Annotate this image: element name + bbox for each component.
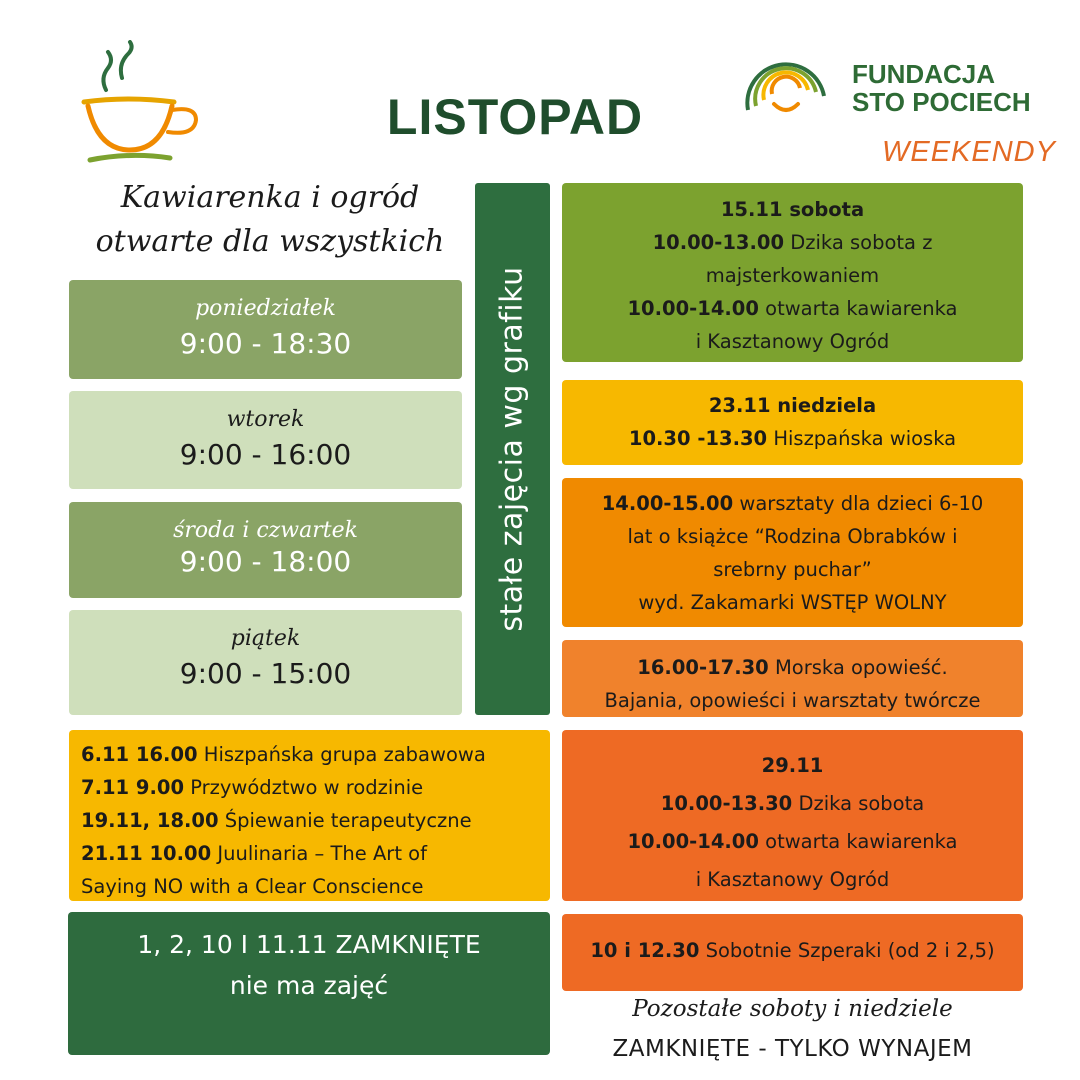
event-row: 6.11 16.00 Hiszpańska grupa zabawowa [81, 743, 486, 766]
remaining-weekends-note: Pozostałe soboty i niedziele [632, 996, 953, 1022]
closed-days-line1: 1, 2, 10 I 11.11 ZAMKNIĘTE [137, 930, 481, 959]
closed-days-line2: nie ma zajęć [229, 971, 389, 1000]
day-name: wtorek [226, 407, 305, 432]
day-name: piątek [230, 626, 301, 651]
organization-name-line1: FUNDACJA [852, 59, 995, 89]
cafe-subtitle-line2: otwarte dla wszystkich [95, 224, 445, 259]
event-sea-story: 16.00-17.30 Morska opowieść. Bajania, opowieści i warsztaty twórcze [562, 640, 1023, 717]
cafe-subtitle [60, 176, 480, 264]
day-hours: 9:00 - 18:30 [179, 327, 352, 360]
day-name: poniedziałek [195, 296, 336, 321]
event-workshop: 14.00-15.00 warsztaty dla dzieci 6-10 lat o książce “Rodzina Obrabków i srebrny puchar” wyd. Zakamarki WSTĘP WOLNY [562, 478, 1023, 627]
event-row: 7.11 9.00 Przywództwo w rodzinie [81, 776, 424, 799]
regular-activities-bar [475, 183, 550, 715]
day-friday [69, 610, 462, 715]
event-row: 21.11 10.00 Juulinaria – The Art of [81, 842, 427, 865]
coffee-cup-icon [78, 40, 208, 170]
closed-rental-note: ZAMKNIĘTE - TYLKO WYNAJEM [612, 1036, 973, 1062]
event-row: Saying NO with a Clear Conscience [81, 875, 424, 898]
cafe-subtitle-line1: Kawiarenka i ogród [120, 180, 420, 215]
fundacja-logo-icon [728, 40, 838, 140]
organization-name [852, 60, 1031, 116]
day-name: środa i czwartek [173, 518, 358, 543]
day-hours: 9:00 - 15:00 [179, 657, 352, 690]
event-29-11: 29.11 10.00-13.30 Dzika sobota 10.00-14.00 otwarta kawiarenka i Kasztanowy Ogród [562, 730, 1023, 901]
organization-name-line2: STO POCIECH [852, 87, 1031, 117]
event-row: 19.11, 18.00 Śpiewanie terapeutyczne [81, 809, 472, 832]
event-23-11: 23.11 niedziela 10.30 -13.30 Hiszpańska wioska [562, 380, 1023, 465]
closed-days-box [68, 912, 550, 1055]
day-tuesday [69, 391, 462, 489]
event-15-11: 15.11 sobota 10.00-13.00 Dzika sobota z majsterkowaniem 10.00-14.00 otwarta kawiarenka i Kasztanowy Ogród [562, 183, 1023, 362]
regular-activities-label: stałe zajęcia wg grafiku [494, 266, 530, 632]
weekendy-label: WEEKENDY [882, 136, 1056, 168]
day-wednesday-thursday [69, 502, 462, 598]
event-szperaki: 10 i 12.30 Sobotnie Szperaki (od 2 i 2,5) [562, 914, 1023, 991]
day-hours: 9:00 - 16:00 [179, 438, 352, 471]
weekday-events-box [69, 730, 550, 901]
day-monday [69, 280, 462, 379]
day-hours: 9:00 - 18:00 [179, 545, 352, 578]
page-title: LISTOPAD [386, 89, 644, 145]
